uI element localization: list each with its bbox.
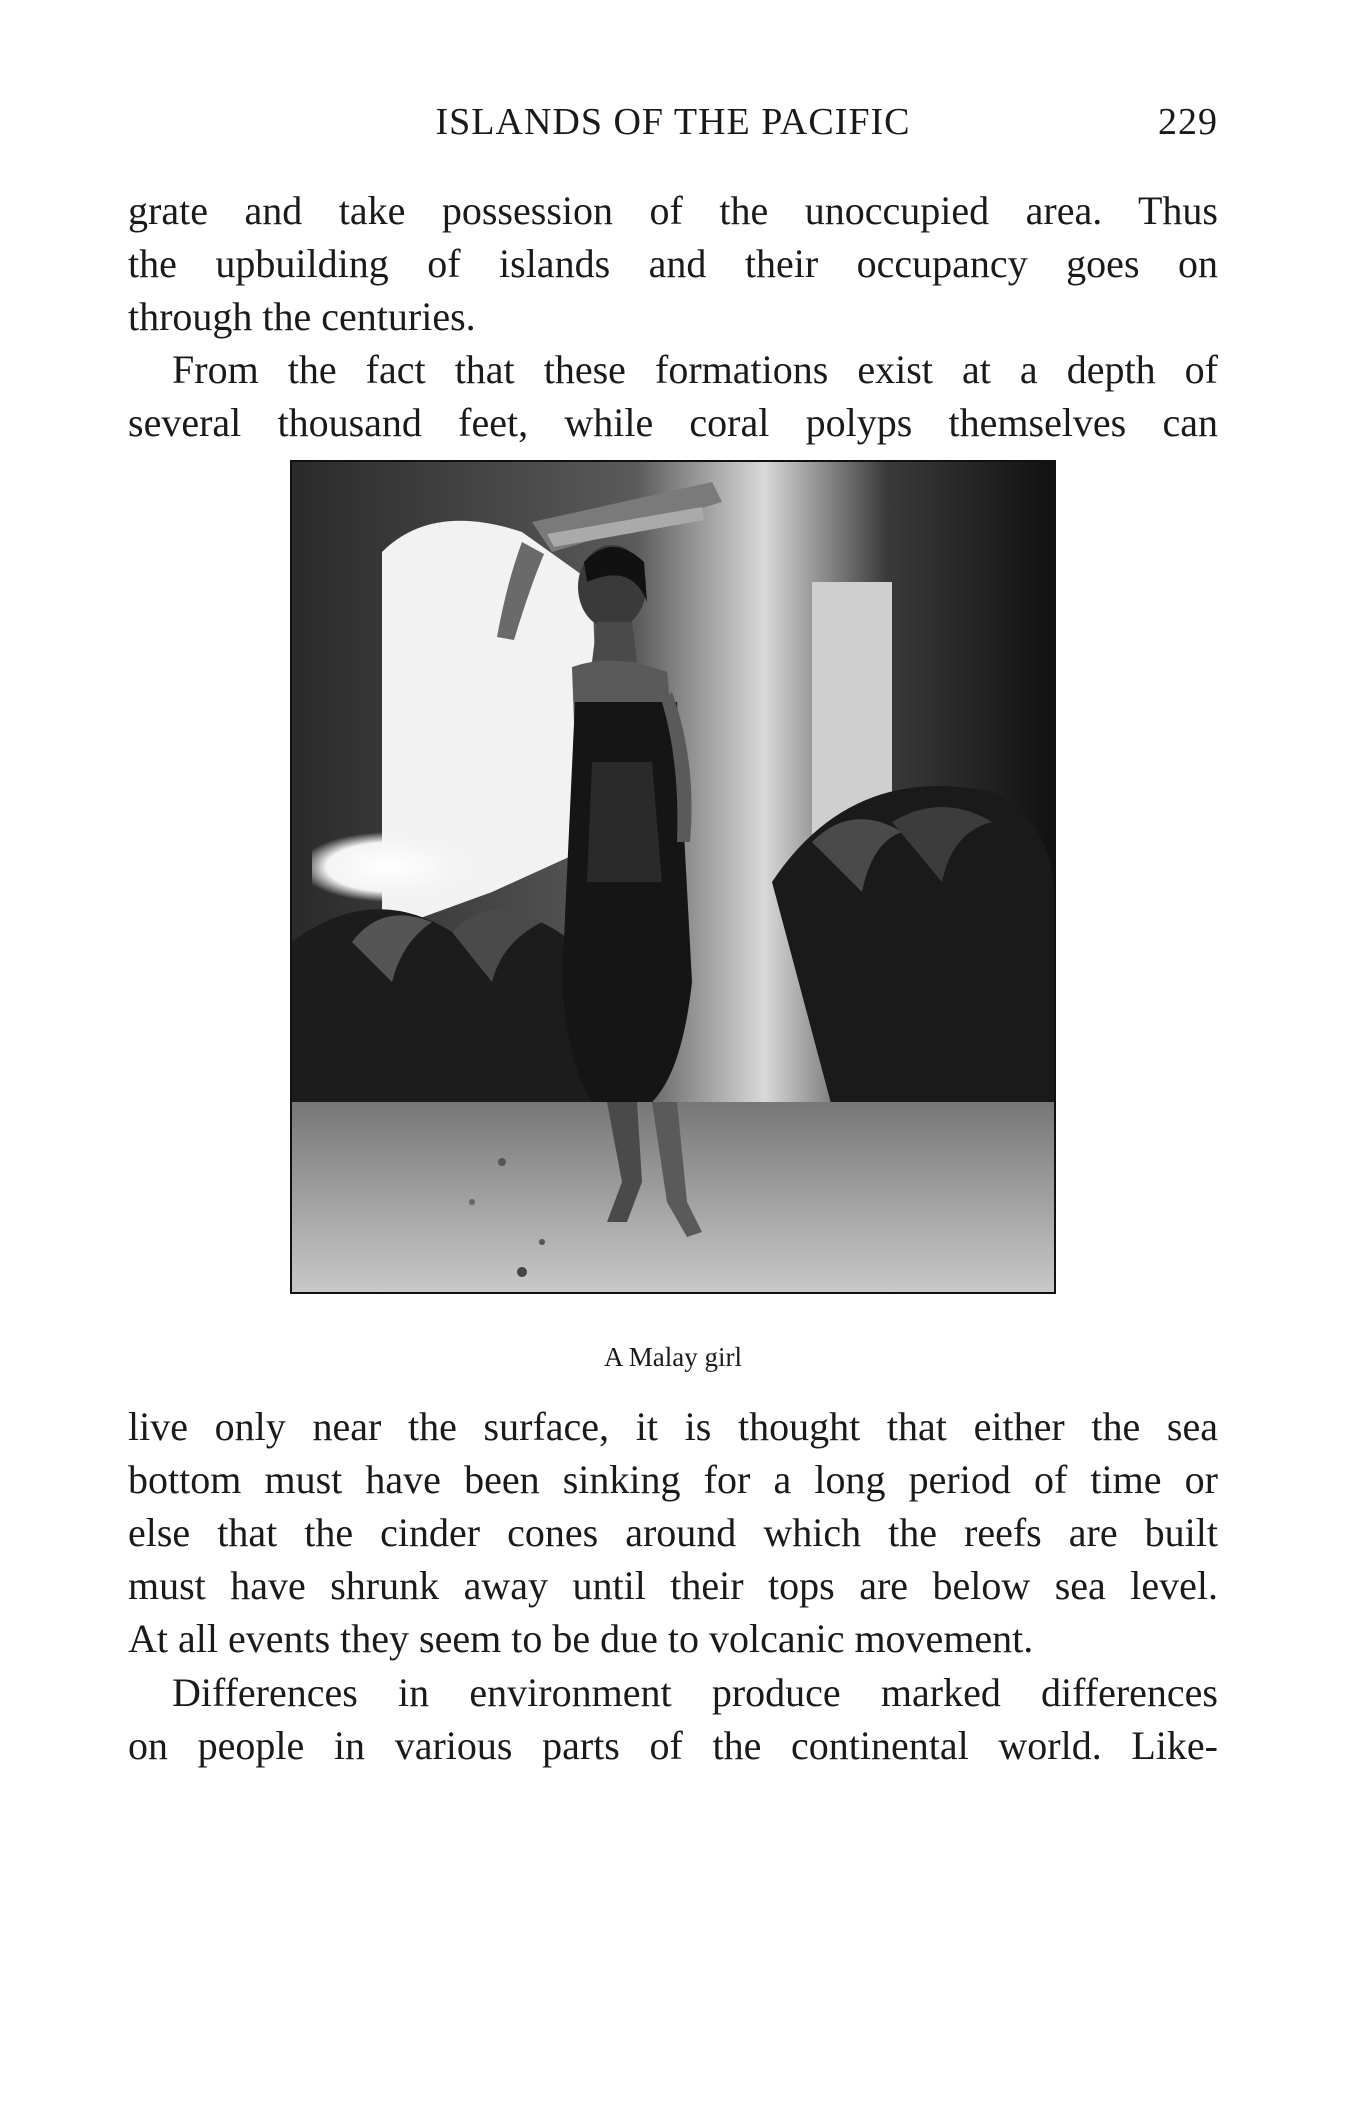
paragraph-sinking-theory <box>128 1400 1218 1665</box>
paragraph-continued <box>128 184 1218 343</box>
text-line: through the centuries. <box>128 294 476 339</box>
paragraph-coral-depth <box>128 343 1218 449</box>
paragraph-environment <box>128 1666 1218 1772</box>
text-line: must have shrunk away until their tops are below sea level. <box>128 1563 1218 1608</box>
text-line: the upbuilding of islands and their occupancy goes on <box>128 241 1218 286</box>
text-line: grate and take possession of the unoccupied area. Thus <box>128 188 1218 233</box>
text-line: on people in various parts of the continental world. Like- <box>128 1723 1218 1768</box>
text-line: Differences in environment produce marked differences <box>172 1670 1218 1715</box>
text-line: live only near the surface, it is thought that either the sea <box>128 1404 1218 1449</box>
running-title: ISLANDS OF THE PACIFIC <box>435 101 911 143</box>
figure-caption: A Malay girl <box>604 1342 742 1372</box>
photo-illustration <box>292 462 1054 1292</box>
photograph-malay-girl <box>290 460 1056 1294</box>
text-line: several thousand feet, while coral polyps themselves can <box>128 400 1218 445</box>
running-head <box>128 100 1218 150</box>
text-line: From the fact that these formations exist at a depth of <box>172 347 1218 392</box>
text-line: bottom must have been sinking for a long period of time or <box>128 1457 1218 1502</box>
page-number: 229 <box>1158 101 1218 143</box>
text-line: At all events they seem to be due to volcanic movement. <box>128 1616 1034 1661</box>
text-line: else that the cinder cones around which the reefs are built <box>128 1510 1218 1555</box>
